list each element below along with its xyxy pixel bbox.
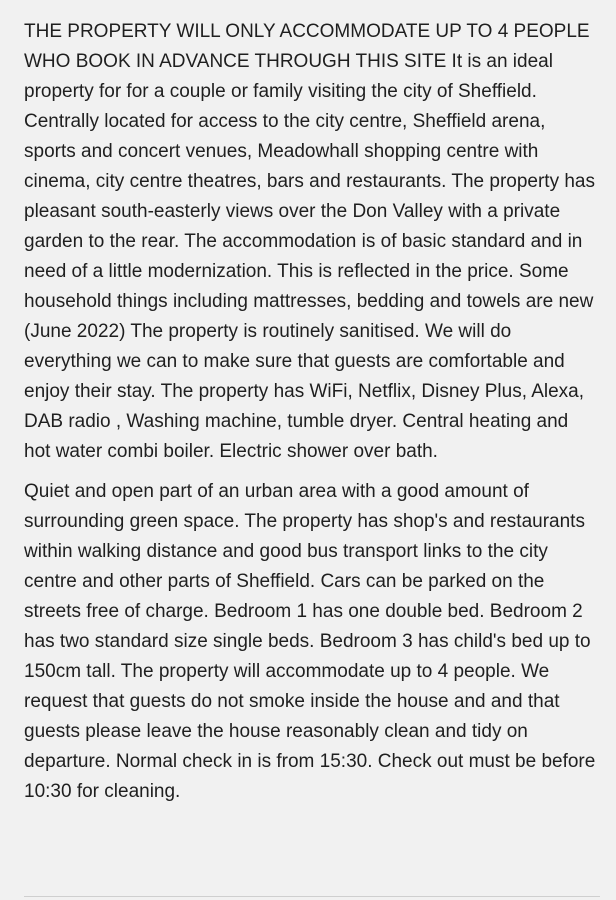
description-paragraph-1: THE PROPERTY WILL ONLY ACCOMMODATE UP TO 4 PEOPLE WHO BOOK IN ADVANCE THROUGH THIS SITE It is an ideal property for for a couple or family visiting the city of Sheffield. Centrally located for access to the city centre, Sheffield arena, sports and concert venues, Meadowhall shopping centre with cinema, city centre theatres, bars and restaurants. The property has pleasant south-easterly views over the Don Valley with a private garden to the rear. The accommodation is of basic standard and in need of a little modernization. This is reflected in the price. Some household things including mattresses, bedding and towels are new (June 2022) The property is routinely sanitised. We will do everything we can to make sure that guests are comfortable and enjoy their stay. The property has WiFi, Netflix, Disney Plus, Alexa, DAB radio , Washing machine, tumble dryer. Central heating and hot water combi boiler. Electric shower over bath.	[24, 21, 595, 462]
bottom-divider	[24, 896, 600, 897]
description-paragraph-2: Quiet and open part of an urban area with a good amount of surrounding green space. The property has shop's and restaurants within walking distance and good bus transport links to the city centre and other parts of Sheffield. Cars can be parked on the streets free of charge. Bedroom 1 has one double bed. Bedroom 2 has two standard size single beds. Bedroom 3 has child's bed up to 150cm tall. The property will accommodate up to 4 people. We request that guests do not smoke inside the house and and that guests please leave the house reasonably clean and tidy on departure. Normal check in is from 15:30. Check out must be before 10:30 for cleaning.	[24, 481, 596, 802]
property-description	[24, 17, 596, 807]
cropped-header-text	[24, 0, 584, 4]
